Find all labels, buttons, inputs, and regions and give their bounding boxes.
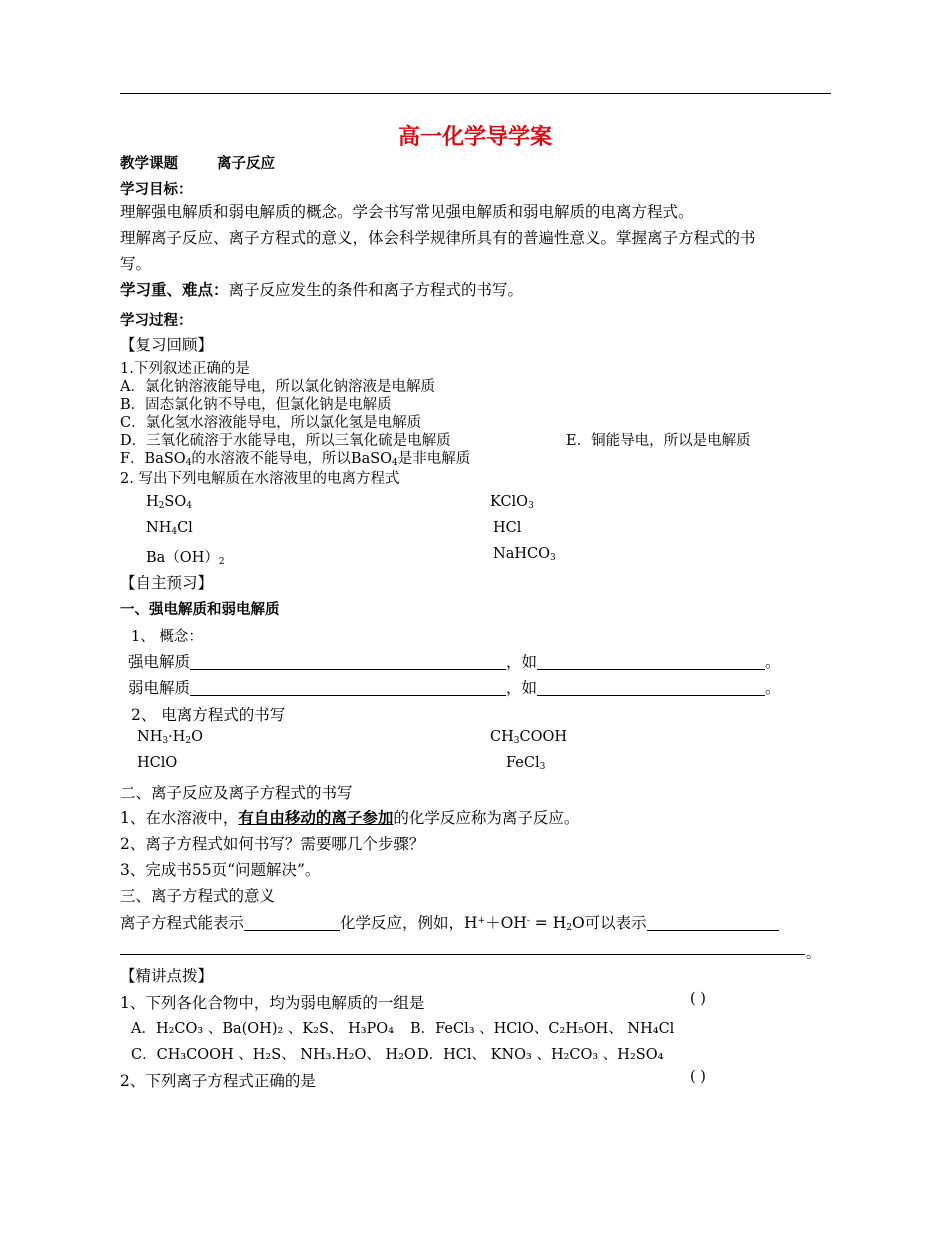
blank-line[interactable] [647,916,779,931]
s3-part2: 化学反应，例如，H [340,914,478,932]
f-part: O [191,729,203,745]
formula-kclo3 [490,494,534,511]
f-part: COOH [519,729,567,745]
explain-q1-c: C．CH₃COOH 、H₂S、 NH₃.H₂O、 H₂O [131,1047,416,1063]
sub-2: 2 [218,557,225,567]
item1: 1、 概念： [131,629,203,645]
f-part: Ba（OH） [146,550,219,566]
goal-2-line1: 理解离子反应、离子方程式的意义，体会科学规律所具有的普遍性意义。掌握离子方程式的书 [120,229,756,247]
explain-heading: 【精讲点拨】 [120,967,214,985]
line-end-period: 。 [806,946,821,962]
sub-4: 4 [186,501,192,511]
blank-line[interactable] [537,681,765,696]
s2-1-emphasis: 有自由移动的离子参加 [238,809,394,827]
explain-q2-paren: ( ) [690,1069,706,1085]
review-opt-c: C．氯化氢水溶液能导电，所以氯化氢是电解质 [120,415,422,431]
sub-2: 2 [158,501,165,511]
explain-q1-d: D．HCl、 KNO₃ 、H₂CO₃ 、H₂SO₄ [417,1047,664,1063]
formula-nh4cl [146,520,193,537]
s3-part1: 离子方程式能表示 [120,914,245,932]
preview-heading: 【自主预习】 [120,574,214,592]
s2-1-part3: 的化学反应称为离子反应。 [393,809,580,827]
sec3-heading: 三、离子方程式的意义 [120,887,276,905]
comma-ru: ，如 [506,679,538,697]
formula-baoh2 [146,546,225,567]
top-rule [120,93,831,94]
f-part: NH [137,729,163,745]
review-opt-e: E．铜能导电，所以是电解质 [566,433,751,449]
s3-part3: ＋OH [485,914,527,932]
sub-3: 3 [539,762,546,772]
opt-f-part3: 是非电解质 [397,451,471,467]
review-opt-d: D．三氧化硫溶于水能导电，所以三氧化硫是电解质 [120,433,451,449]
sup-plus: + [477,916,486,926]
f-part: CH [490,729,514,745]
f-part: FeCl [506,755,540,771]
sec2-item1 [120,806,579,828]
sec3-line [120,911,779,933]
review-opt-b: B．固态氯化钠不导电，但氯化钠是电解质 [120,397,392,413]
review-q2: 2. 写出下列电解质在水溶液里的电离方程式 [120,471,400,487]
explain-q2: 2、下列离子方程式正确的是 [120,1072,316,1090]
f-part: NaHCO [493,546,550,562]
focus-label: 学习重、难点： [120,281,229,299]
f-part: SO [164,494,187,510]
strong-label: 强电解质 [128,653,191,671]
topic-value: 离子反应 [217,156,275,172]
s3-part4: = H [529,914,567,932]
goals-label: 学习目标： [120,182,193,198]
sup-minus: - [526,916,530,926]
sec1-heading: 一、强电解质和弱电解质 [120,602,280,618]
sub-2: 2 [185,736,192,746]
formula-nahco3 [493,546,556,563]
weak-label: 弱电解质 [128,679,191,697]
formula-h2so4 [146,494,192,511]
strong-line [128,650,781,672]
opt-f-part1: F．BaSO [120,451,186,467]
f-part: NH [146,520,172,536]
sub-4: 4 [185,458,192,468]
comma-ru: ，如 [506,653,538,671]
sub-3: 3 [528,501,534,511]
focus-line [120,278,523,300]
page-title: 高一化学导学案 [397,125,552,150]
formula-fecl3 [506,755,545,772]
formula-ch3cooh [490,729,567,746]
focus-value: 离子反应发生的条件和离子方程式的书写。 [228,281,524,299]
goal-2-line2: 写。 [120,255,152,273]
sec2-heading: 二、离子反应及离子方程式的书写 [120,784,353,802]
explain-q1-a: A．H₂CO₃ 、Ba(OH)₂ 、K₂S、 H₃PO₄ [131,1021,395,1037]
review-opt-a: A．氯化钠溶液能导电，所以氯化钠溶液是电解质 [120,379,435,395]
formula-nh3h2o [137,729,203,746]
review-opt-f [120,447,470,468]
blank-line[interactable] [190,655,506,670]
f-part: Cl [177,520,193,536]
sub-4: 4 [392,458,398,468]
s2-1-part1: 1、在水溶液中， [120,809,239,827]
period: 。 [765,653,781,671]
weak-line [128,676,781,698]
sub-3: 3 [162,736,169,746]
explain-q1: 1、下列各化合物中，均为弱电解质的一组是 [120,994,425,1012]
goal-1: 理解强电解质和弱电解质的概念。学会书写常见强电解质和弱电解质的电离方程式。 [120,203,694,221]
s3-part5: O可以表示 [571,914,647,932]
sec2-item3: 3、完成书55页“问题解决”。 [120,861,321,879]
blank-line[interactable] [537,655,765,670]
opt-f-part2: 的水溶液不能导电，所以BaSO [191,451,393,467]
sub-3: 3 [513,736,520,746]
formula-hcl: HCl [493,520,522,536]
f-part: ·H [168,729,186,745]
explain-q1-paren: ( ) [690,991,706,1007]
process-label: 学习过程： [120,313,193,329]
blank-line[interactable] [244,916,340,931]
answer-line[interactable] [120,954,805,955]
blank-line[interactable] [190,681,506,696]
period: 。 [765,679,781,697]
topic-label: 教学课题 [120,156,178,172]
sub-4: 4 [171,527,178,537]
review-q1: 1.下列叙述正确的是 [120,361,250,377]
explain-q1-b: B．FeCl₃ 、HClO、C₂H₅OH、 NH₄Cl [410,1021,675,1037]
sub-3: 3 [549,553,556,563]
sub-2: 2 [566,923,572,933]
f-part: H [146,494,159,510]
f-part: KClO [490,494,529,510]
review-heading: 【复习回顾】 [120,336,214,354]
item2: 2、 电离方程式的书写 [131,706,286,724]
sec2-item2: 2、离子方程式如何书写？需要哪几个步骤？ [120,835,425,853]
formula-hclo: HClO [137,755,178,771]
